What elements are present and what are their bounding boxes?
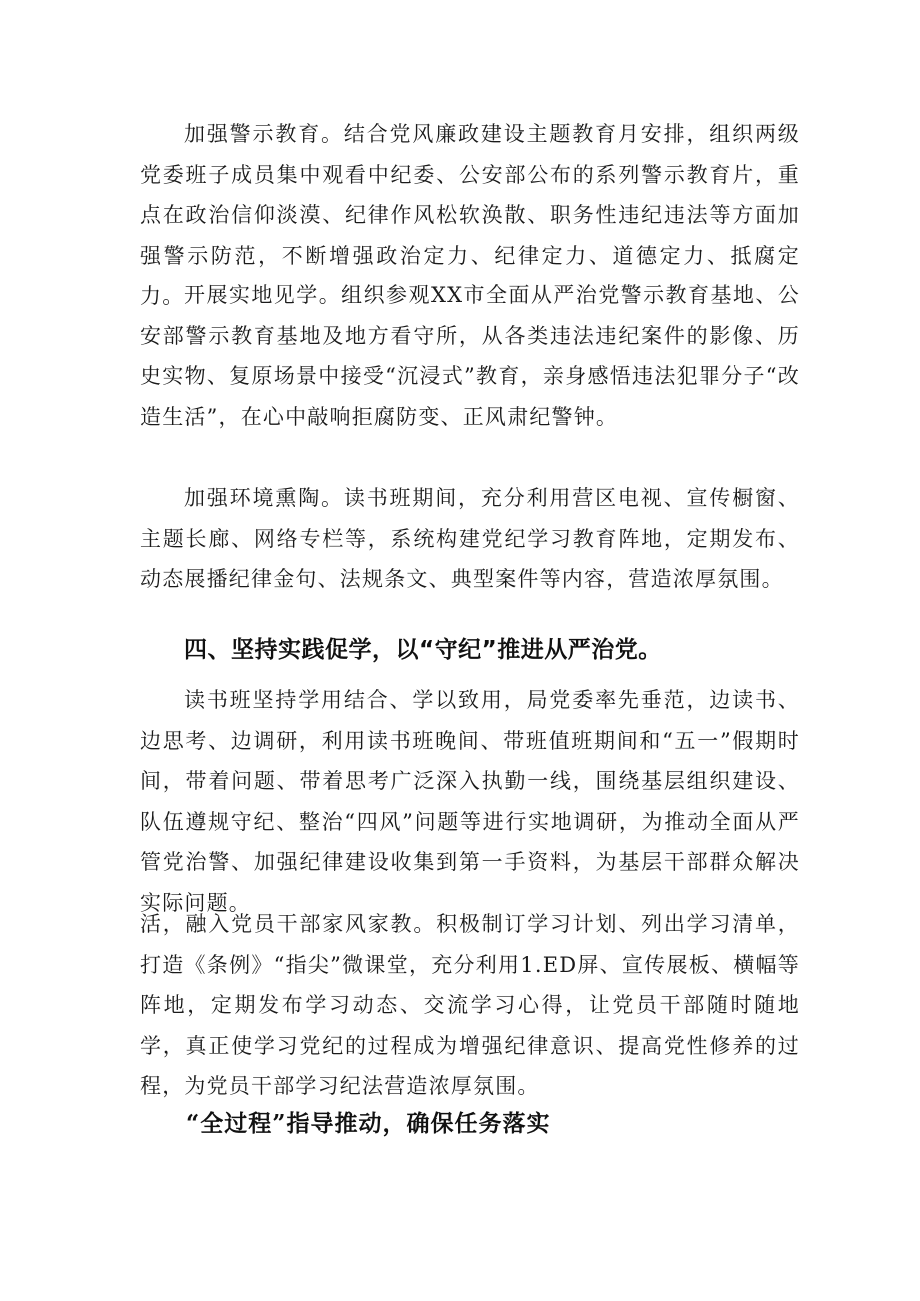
paragraph-environment: 加强环境熏陶。读书班期间，充分利用营区电视、宣传橱窗、主题长廊、网络专栏等，系统构建党纪学习教育阵地，定期发布、动态展播纪律金句、法规条文、典型案件等内容，营造浓厚氛围。: [140, 486, 800, 591]
subheading-full-process: “全过程”指导推动，确保任务落实: [186, 1110, 551, 1137]
paragraph-practice: 读书班坚持学用结合、学以致用，局党委率先垂范，边读书、边思考、边调研，利用读书班晚间、带班值班期间和“五一”假期时间，带着问题、带着思考广泛深入执勤一线，围绕基层组织建设、队伍遵规守纪、整治“四风”问题等进行实地调研，为推动全面从严管党治警、加强纪律建设收集到第一手资料，为基层干部群众解决实际问题。: [140, 688, 800, 915]
paragraph-warning-education: 加强警示教育。结合党风廉政建设主题教育月安排，组织两级党委班子成员集中观看中纪委、公安部公布的系列警示教育片，重点在政治信仰淡漠、纪律作风松软涣散、职务性违纪违法等方面加强警示防范，不断增强政治定力、纪律定力、道德定力、抵腐定力。: [140, 122, 800, 308]
section-heading: 四、坚持实践促学，以“守纪”推进从严治党。: [184, 637, 662, 663]
paragraph-field-visit: 开展实地见学。组织参观XX市全面从严治党警示教育基地、公安部警示教育基地及地方看守所，从各类违法违纪案件的影像、历史实物、复原场景中接受“沉浸式”教育，亲身感悟违法犯罪分子“改造生活”，在心中敲响拒腐防变、正风肃纪警钟。: [140, 283, 800, 429]
paragraph-continued: 活，融入党员干部家风家教。积极制订学习计划、列出学习清单，打造《条例》“指尖”微课堂，充分利用1.ED屏、宣传展板、横幅等阵地，定期发布学习动态、交流学习心得，让党员干部随时随地学，真正使学习党纪的过程成为增强纪律意识、提高党性修养的过程，为党员干部学习纪法营造浓厚氛围。: [140, 912, 800, 1098]
